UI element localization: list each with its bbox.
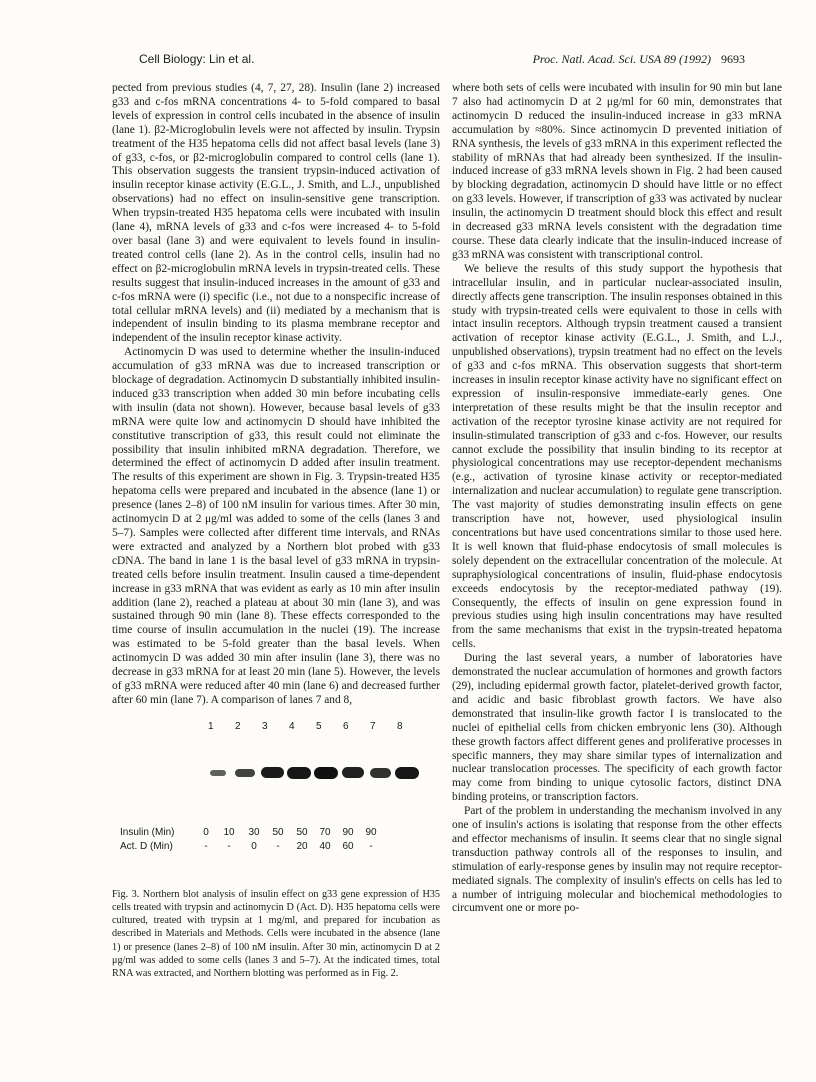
page-number: 9693	[721, 52, 745, 66]
lane-number: 3	[262, 720, 268, 732]
lane-number: 2	[235, 720, 241, 732]
row-value: 10	[223, 826, 235, 838]
blot-band	[342, 767, 365, 778]
left-column	[112, 82, 440, 980]
blot-band	[261, 767, 284, 778]
insulin-row	[112, 826, 440, 839]
row-value: -	[276, 840, 280, 852]
blot-band	[314, 767, 338, 779]
running-head: Cell Biology: Lin et al.	[139, 52, 255, 66]
paragraph: Actinomycin D was used to determine whether the insulin-induced accumulation of g33 mRNA was due to increased transcription or blockage of degradation. Actinomycin D substantially inhibited insulin-induced g33 transcription when added 30 min before incubating cells with insulin (data not shown). However, because basal levels of g33 mRNA were quite low and actinomycin D should have inhibited the constitutive transcription of g33, this result could not eliminate the possibility that insulin inhibited mRNA degradation. Therefore, we determined the effect of actinomycin D added after insulin treatment. The results of this experiment are shown in Fig. 3. Trypsin-treated H35 hepatoma cells were prepared and incubated in the absence (lane 1) or presence (lanes 2–8) of 100 nM insulin for various times. After 30 min, actinomycin D at 2 μg/ml was added to some of the cells (lanes 3 and 5–7). Samples were collected after different time intervals, and RNAs were extracted and analyzed by a Northern blot probed with g33 cDNA. The band in lane 1 is the basal level of g33 mRNA in trypsin-treated cells before insulin treatment. Insulin caused a time-dependent increase in g33 mRNA that was evident as early as 10 min after insulin addition (lane 2), reached a plateau at about 30 min (lane 3), and was sustained through 90 min (lane 8). These effects corresponded to the time course of insulin accumulation in the nuclei (19). The increase was estimated to be 5-fold greater than the basal levels. When actinomycin D was added 30 min after insulin (lane 3), there was no decrease in g33 mRNA for at least 20 min (lane 5). However, the levels of g33 mRNA were reduced after 40 min (lane 6) and decreased further after 60 min (lane 7). A comparison of lanes 7 and 8,	[112, 346, 440, 706]
row-value: 0	[203, 826, 209, 838]
lane-numbers	[200, 720, 440, 734]
figure-caption: Fig. 3. Northern blot analysis of insulin effect on g33 gene expression of H35 cells treated with trypsin and actinomycin D (Act. D). H35 hepatoma cells were cultured, treated with trypsin at 1 mg/ml, and prepared for incubation as described in Materials and Methods. Cells were incubated in the absence (lane 1) or presence (lanes 2–8) of 100 nM insulin. After 30 min, actinomycin D at 2 μg/ml was added to some cells (lanes 3 and 5–7). At the indicated times, total RNA was extracted, and Northern blotting was performed as in Fig. 2.	[112, 888, 440, 979]
page-header	[139, 52, 745, 72]
blot-band	[287, 767, 311, 779]
paragraph: pected from previous studies (4, 7, 27, 28). Insulin (lane 2) increased g33 and c-fos mRNA concentrations 4- to 5-fold compared to basal levels of expression in control cells incubated in the absence of insulin (lane 1). β2-Microglobulin levels were not affected by insulin. Trypsin treatment of the H35 hepatoma cells did not affect basal levels (lane 3) of g33, c-fos, or β2-microglobulin compared to control cells (lane 1). This observation suggests the transient trypsin-induced activation of insulin receptor kinase activity (E.G.L., J. Smith, and L.J., unpublished observations) had no effect on insulin-sensitive gene transcription. When trypsin-treated H35 hepatoma cells were incubated with insulin (lane 4), mRNA levels of g33 and c-fos were increased 4- to 5-fold over basal (lane 3) and were equivalent to levels found in insulin-treated control cells (lane 2). As in the control cells, insulin had no effect on β2-microglobulin mRNA levels in trypsin-treated cells. These results suggest that insulin-induced increases in the amount of g33 and c-fos mRNA were (i) specific (i.e., not due to a nonspecific increase of total cellular mRNA levels) and (ii) mediated by a mechanism that is independent of insulin binding to its plasma membrane receptor and independent of the insulin receptor kinase activity.	[112, 82, 440, 345]
journal-citation	[533, 52, 745, 67]
row-value: 90	[342, 826, 354, 838]
lane-number: 8	[397, 720, 403, 732]
row-value: -	[369, 840, 373, 852]
row-value: 30	[248, 826, 260, 838]
lane-number: 5	[316, 720, 322, 732]
paragraph: We believe the results of this study support the hypothesis that intracellular insulin, and in particular nuclear-associated insulin, directly affects gene transcription. The insulin responses obtained in this study with trypsin-treated cells were equivalent to those in cells with intact insulin receptors. Although trypsin treatment caused a transient activation of receptor kinase activity (E.G.L., J. Smith, and L.J., unpublished observations), trypsin treatment had no effect on the levels of g33 and c-fos mRNA. This observation suggests that short-term increases in insulin receptor kinase activity have no significant effect on expression of insulin-responsive immediate-early genes. One interpretation of these results might be that the insulin receptor and activation of the receptor tyrosine kinase activity are not required for insulin-stimulated transcription of g33 and c-fos. However, our results cannot exclude the possibility that insulin binding to its receptor at physiological concentrations may use receptor-dependent mechanisms (e.g., activation of tyrosine kinase activity or receptor-mediated internalization and nuclear accumulation) to regulate gene transcription. The vast majority of studies demonstrating insulin effects on gene transcription have not, however, used physiological insulin concentrations but have used concentrations similar to those used here. It is well known that fluid-phase endocytosis of small molecules is solely dependent on the extracellular concentration of the molecule. At supraphysiological concentrations of insulin, fluid-phase endocytosis exceeds endocytosis by the receptor-mediated pathway (19). Consequently, the effects of insulin on gene expression found in previous studies using high insulin concentrations may have resulted from the same mechanisms that exist in the trypsin-treated hepatoma cells.	[452, 262, 782, 651]
actd-row	[112, 840, 440, 853]
right-column	[452, 82, 782, 916]
blot-band	[370, 768, 391, 778]
row-value: 50	[296, 826, 308, 838]
row-value: 90	[365, 826, 377, 838]
actd-label: Act. D (Min)	[120, 840, 173, 852]
lane-number: 6	[343, 720, 349, 732]
paragraph: Part of the problem in understanding the mechanism involved in any one of insulin's actions is isolating that response from the other effects and effector mechanisms of insulin. It seems clear that no single signal transduction pathway controls all of the responses to insulin, and stimulation of early-response genes by insulin may not require receptor-mediated signals. The complexity of insulin's effects on cells has led to a number of intriguing molecular and biochemical methodologies to circumvent one or more po-	[452, 805, 782, 915]
row-value: -	[227, 840, 231, 852]
lane-number: 1	[208, 720, 214, 732]
lane-number: 7	[370, 720, 376, 732]
paragraph: where both sets of cells were incubated with insulin for 90 min but lane 7 also had actinomycin D at 2 μg/ml for 60 min, demonstrates that actinomycin D reduced the insulin-induced increase in g33 mRNA accumulation by ≈80%. Since actinomycin D prevented initiation of RNA synthesis, the levels of g33 mRNA in this experiment reflected the stability of mRNAs that had already been synthesized. If the insulin-induced increase of g33 mRNA levels shown in Fig. 2 had been caused by blocking degradation, actinomycin D should have little or no effect on g33 levels. However, if transcription of g33 was activated by nuclear insulin, the actinomycin D treatment should block this effect and result in decreased g33 mRNA levels consistent with the degradation time course. These data clearly indicate that the insulin-induced increase of g33 mRNA was consistent with transcriptional control.	[452, 82, 782, 261]
insulin-label: Insulin (Min)	[120, 826, 175, 838]
paragraph: During the last several years, a number of laboratories have demonstrated the nuclear accumulation of hormones and growth factors (29), including epidermal growth factor, platelet-derived growth factor, and acidic and basic fibroblast growth factors. We have also demonstrated that insulin-like growth factor I is translocated to the nuclei of epithelial cells from chicken embryonic lens (30). Although these growth factors affect different genes and proliferative processes in specific manners, they may share similar types of internalization and nuclear translocation processes. The specificity of each growth factor may come from binding to unique cytosolic factors, distinct DNA binding proteins, or transcription factors.	[452, 652, 782, 804]
blot-band	[395, 767, 419, 779]
row-value: 60	[342, 840, 354, 852]
northern-blot	[202, 764, 432, 782]
lane-number: 4	[289, 720, 295, 732]
row-value: -	[204, 840, 208, 852]
row-value: 0	[251, 840, 257, 852]
figure-3	[112, 714, 440, 888]
journal-name: Proc. Natl. Acad. Sci. USA 89 (1992)	[532, 52, 711, 66]
row-value: 20	[296, 840, 308, 852]
row-value: 40	[319, 840, 331, 852]
row-value: 50	[272, 826, 284, 838]
blot-band	[210, 770, 227, 776]
blot-band	[235, 769, 255, 777]
row-value: 70	[319, 826, 331, 838]
